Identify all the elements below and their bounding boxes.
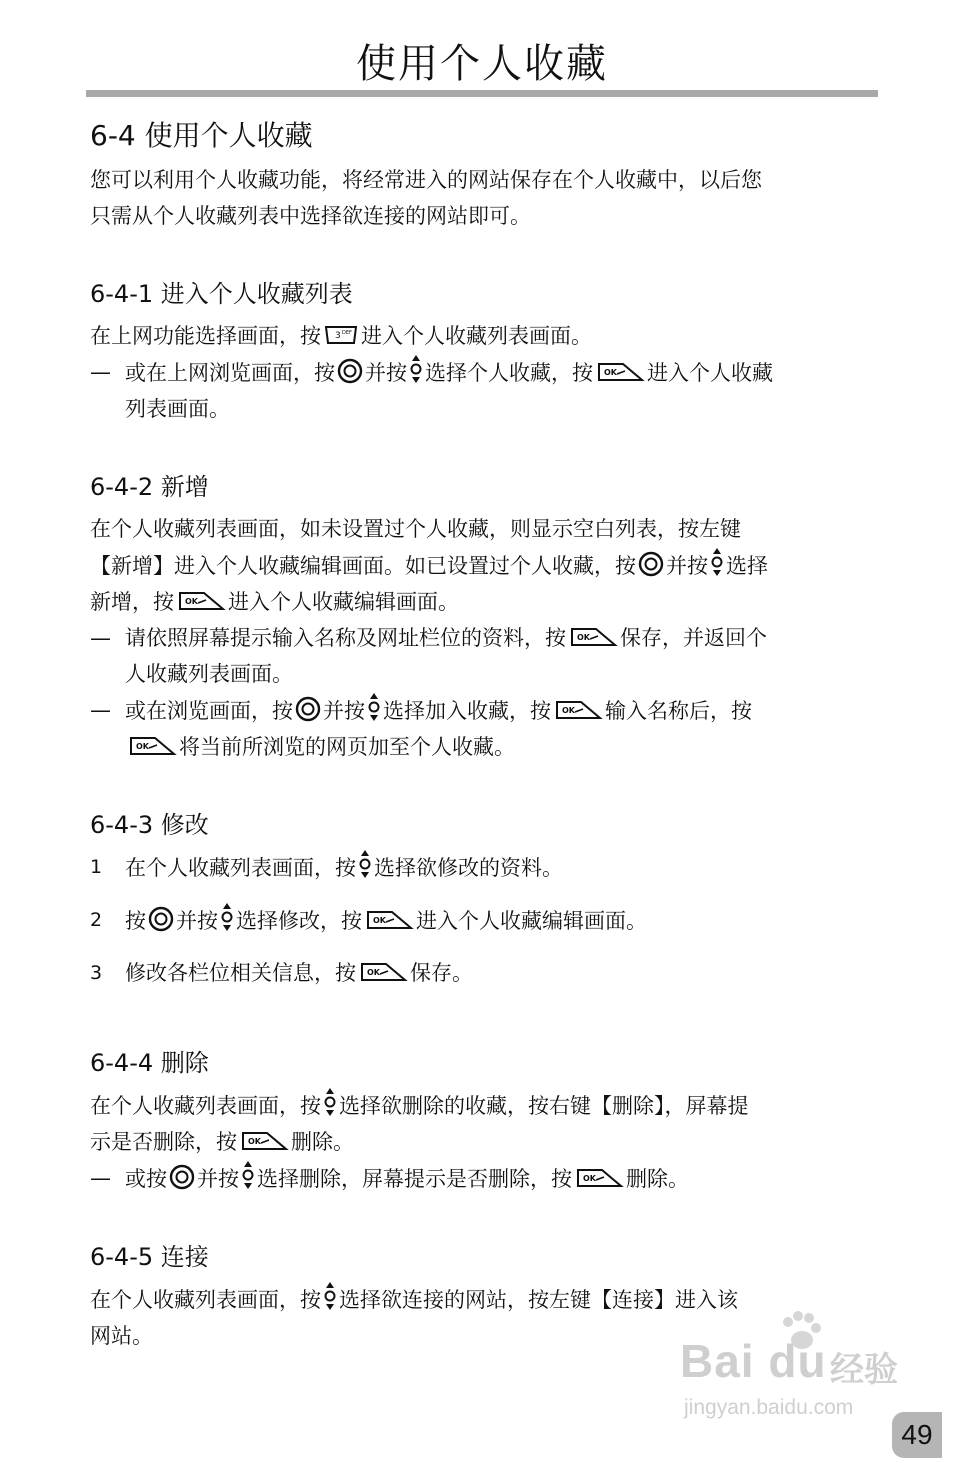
ok-key-icon (176, 589, 226, 613)
ok-key-icon (239, 1129, 289, 1153)
paragraph-line (90, 1124, 874, 1160)
text: 选择加入收藏，按 (383, 699, 551, 723)
paragraph-line (90, 584, 874, 620)
subsection-title-6-4-2: 6-4-2 新增 (90, 473, 209, 501)
text: 保存。 (410, 961, 473, 985)
text: 进入个人收藏 (647, 361, 773, 385)
paragraph (90, 318, 874, 354)
text: 选择欲连接的网站，按左键【连接】进入该 (339, 1288, 738, 1312)
dash-item (90, 354, 874, 427)
ok-key-icon (364, 908, 414, 932)
text: 选择修改，按 (236, 909, 362, 933)
center-key-icon (295, 696, 321, 722)
ok-key-icon (574, 1166, 624, 1190)
nav-updown-icon (323, 1087, 337, 1117)
ok-key-icon (553, 698, 603, 722)
subsection-title-6-4-1: 6-4-1 进入个人收藏列表 (90, 280, 353, 308)
dash-item (90, 620, 874, 692)
text: 人收藏列表画面。 (125, 662, 293, 686)
text: 修改各栏位相关信息，按 (125, 961, 356, 985)
nav-updown-icon (409, 354, 423, 384)
text: 新增，按 (90, 590, 174, 614)
ok-key-icon (568, 625, 618, 649)
nav-updown-icon (220, 902, 234, 932)
subsection-title-6-4-4: 6-4-4 删除 (90, 1049, 209, 1077)
text: 选择欲删除的收藏，按右键【删除】，屏幕提 (339, 1094, 749, 1118)
text: 并按 (176, 909, 218, 933)
dash-item (90, 1160, 874, 1197)
text: 并按 (197, 1167, 239, 1191)
nav-updown-icon (367, 692, 381, 722)
numbered-item (90, 955, 874, 991)
dash-mark: — (90, 698, 111, 722)
text: 进入个人收藏编辑画面。 (228, 590, 459, 614)
text: 进入个人收藏列表画面。 (361, 324, 592, 348)
text: 在个人收藏列表画面，按 (90, 1288, 321, 1312)
ok-key-icon (358, 960, 408, 984)
text: 删除。 (626, 1167, 689, 1191)
text: 或按 (125, 1167, 167, 1191)
paragraph-line (90, 1087, 874, 1124)
paragraph-line (90, 547, 874, 584)
key-3-icon (323, 321, 359, 347)
center-key-icon (169, 1164, 195, 1190)
page-title: 使用个人收藏 (356, 41, 608, 87)
text: 并按 (365, 361, 407, 385)
text: 在个人收藏列表画面，按 (125, 856, 356, 880)
text: 删除。 (291, 1130, 354, 1154)
subsection-title-6-4-5: 6-4-5 连接 (90, 1243, 209, 1271)
title-rule (86, 90, 878, 97)
center-key-icon (337, 358, 363, 384)
text: 选择删除，屏幕提示是否删除，按 (257, 1167, 572, 1191)
ok-key-icon (595, 360, 645, 384)
text: 或在上网浏览画面，按 (125, 361, 335, 385)
center-key-icon (148, 906, 174, 932)
text: 在个人收藏列表画面，按 (90, 1094, 321, 1118)
watermark-url: jingyan.baidu.com (684, 1396, 854, 1419)
center-key-icon (638, 551, 664, 577)
numbered-item (90, 849, 874, 886)
dash-item (90, 692, 874, 765)
item-number: 2 (90, 909, 103, 931)
text: 在上网功能选择画面，按 (90, 324, 321, 348)
text: 按 (125, 909, 146, 933)
item-number: 1 (90, 856, 103, 878)
ok-key-icon (127, 734, 177, 758)
item-number: 3 (90, 962, 103, 984)
watermark-brand: 经验 (830, 1350, 898, 1390)
page-number: 49 (892, 1412, 942, 1458)
intro-line-1: 您可以利用个人收藏功能，将经常进入的网站保存在个人收藏中，以后您 (90, 168, 762, 192)
watermark-logo: Bai du (680, 1335, 827, 1387)
text: 选择个人收藏，按 (425, 361, 593, 385)
paragraph-line: 网站。 (90, 1324, 153, 1348)
text: 将当前所浏览的网页加至个人收藏。 (179, 735, 515, 759)
text: 进入个人收藏编辑画面。 (416, 909, 647, 933)
nav-updown-icon (710, 547, 724, 577)
dash-mark: — (90, 626, 111, 650)
subsection-title-6-4-3: 6-4-3 修改 (90, 811, 209, 839)
text: 请依照屏幕提示输入名称及网址栏位的资料，按 (125, 626, 566, 650)
text: 并按 (666, 554, 708, 578)
numbered-item (90, 902, 874, 939)
section-title: 6-4 使用个人收藏 (90, 119, 313, 152)
nav-updown-icon (241, 1160, 255, 1190)
nav-updown-icon (358, 849, 372, 879)
paragraph-line: 在个人收藏列表画面，如未设置过个人收藏，则显示空白列表，按左键 (90, 517, 741, 541)
intro-line-2: 只需从个人收藏列表中选择欲连接的网站即可。 (90, 204, 531, 228)
text: 列表画面。 (125, 397, 230, 421)
text: 选择 (726, 554, 768, 578)
page-content (90, 110, 874, 1354)
text: 或在浏览画面，按 (125, 699, 293, 723)
text: 示是否删除，按 (90, 1130, 237, 1154)
text: 选择欲修改的资料。 (374, 856, 563, 880)
text: 并按 (323, 699, 365, 723)
nav-updown-icon (323, 1281, 337, 1311)
baidu-watermark (680, 1310, 920, 1430)
dash-mark: — (90, 360, 111, 384)
dash-mark: — (90, 1166, 111, 1190)
text: 保存，并返回个 (620, 626, 767, 650)
text: 【新增】进入个人收藏编辑画面。如已设置过个人收藏，按 (90, 554, 636, 578)
text: 输入名称后，按 (605, 699, 752, 723)
